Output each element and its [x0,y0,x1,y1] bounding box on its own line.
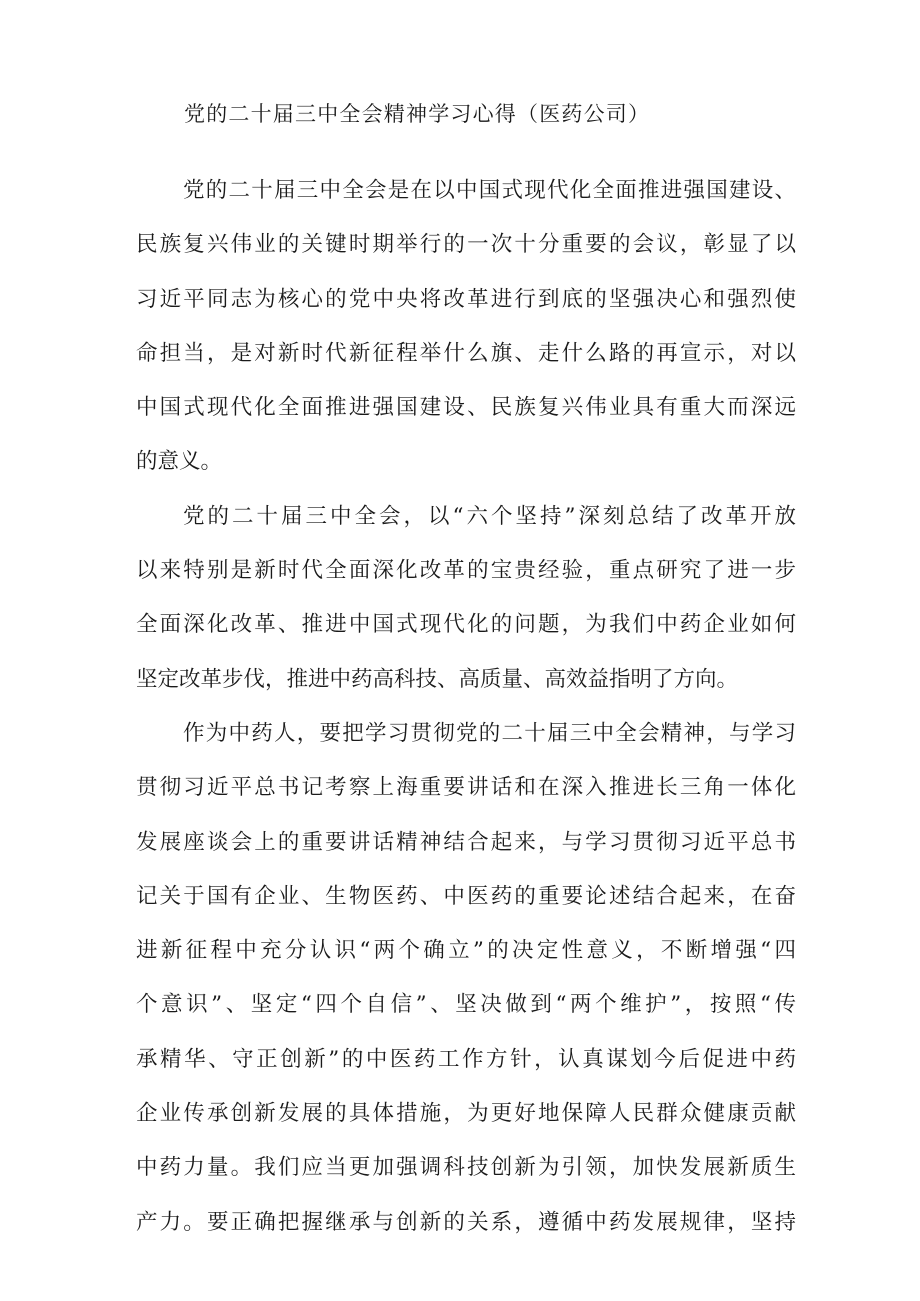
text-line: 全面深化改革、推进中国式现代化的问题，为我们中药企业如何 [136,612,796,638]
text-line: 党的二十届三中全会是在以中国式现代化全面推进强国建设、 [183,178,796,203]
text-line: 坚定改革步伐，推进中药高科技、高质量、高效益指明了方向。 [136,666,739,692]
text-line: 作为中药人，要把学习贯彻党的二十届三中全会精神，与学习 [183,720,796,746]
document-title: 党的二十届三中全会精神学习心得（医药公司） [184,102,651,126]
paragraph-1 [136,164,796,490]
document-body [136,164,796,1250]
text-line: 中药力量。我们应当更加强调科技创新为引领，加快发展新质生 [136,1155,796,1181]
text-line: 中国式现代化全面推进强国建设、民族复兴伟业具有重大而深远 [136,395,796,421]
paragraph-2 [136,490,796,707]
text-line: 记关于国有企业、生物医药、中医药的重要论述结合起来，在奋 [136,883,796,909]
text-line: 民族复兴伟业的关键时期举行的一次十分重要的会议，彰显了以 [136,232,796,258]
text-line: 产力。要正确把握继承与创新的关系，遵循中药发展规律，坚持 [136,1209,796,1235]
paragraph-3 [136,707,796,1250]
text-line: 贯彻习近平总书记考察上海重要讲话和在深入推进长三角一体化 [136,775,796,801]
text-line: 发展座谈会上的重要讲话精神结合起来，与学习贯彻习近平总书 [136,829,796,855]
text-line: 企业传承创新发展的具体措施，为更好地保障人民群众健康贡献 [136,1101,796,1127]
text-line: 的意义。 [136,449,223,475]
text-line: 承精华、守正创新”的中医药工作方针，认真谋划今后促进中药 [136,1046,796,1072]
text-line: 命担当，是对新时代新征程举什么旗、走什么路的再宣示，对以 [136,340,796,366]
text-line: 进新征程中充分认识“两个确立”的决定性意义，不断增强“四 [136,938,796,964]
text-line: 个意识”、坚定“四个自信”、坚决做到“两个维护”，按照“传 [136,992,796,1018]
text-line: 党的二十届三中全会，以“六个坚持”深刻总结了改革开放 [183,503,796,529]
text-line: 习近平同志为核心的党中央将改革进行到底的坚强决心和强烈使 [136,286,796,312]
text-line: 以来特别是新时代全面深化改革的宝贵经验，重点研究了进一步 [136,558,796,584]
